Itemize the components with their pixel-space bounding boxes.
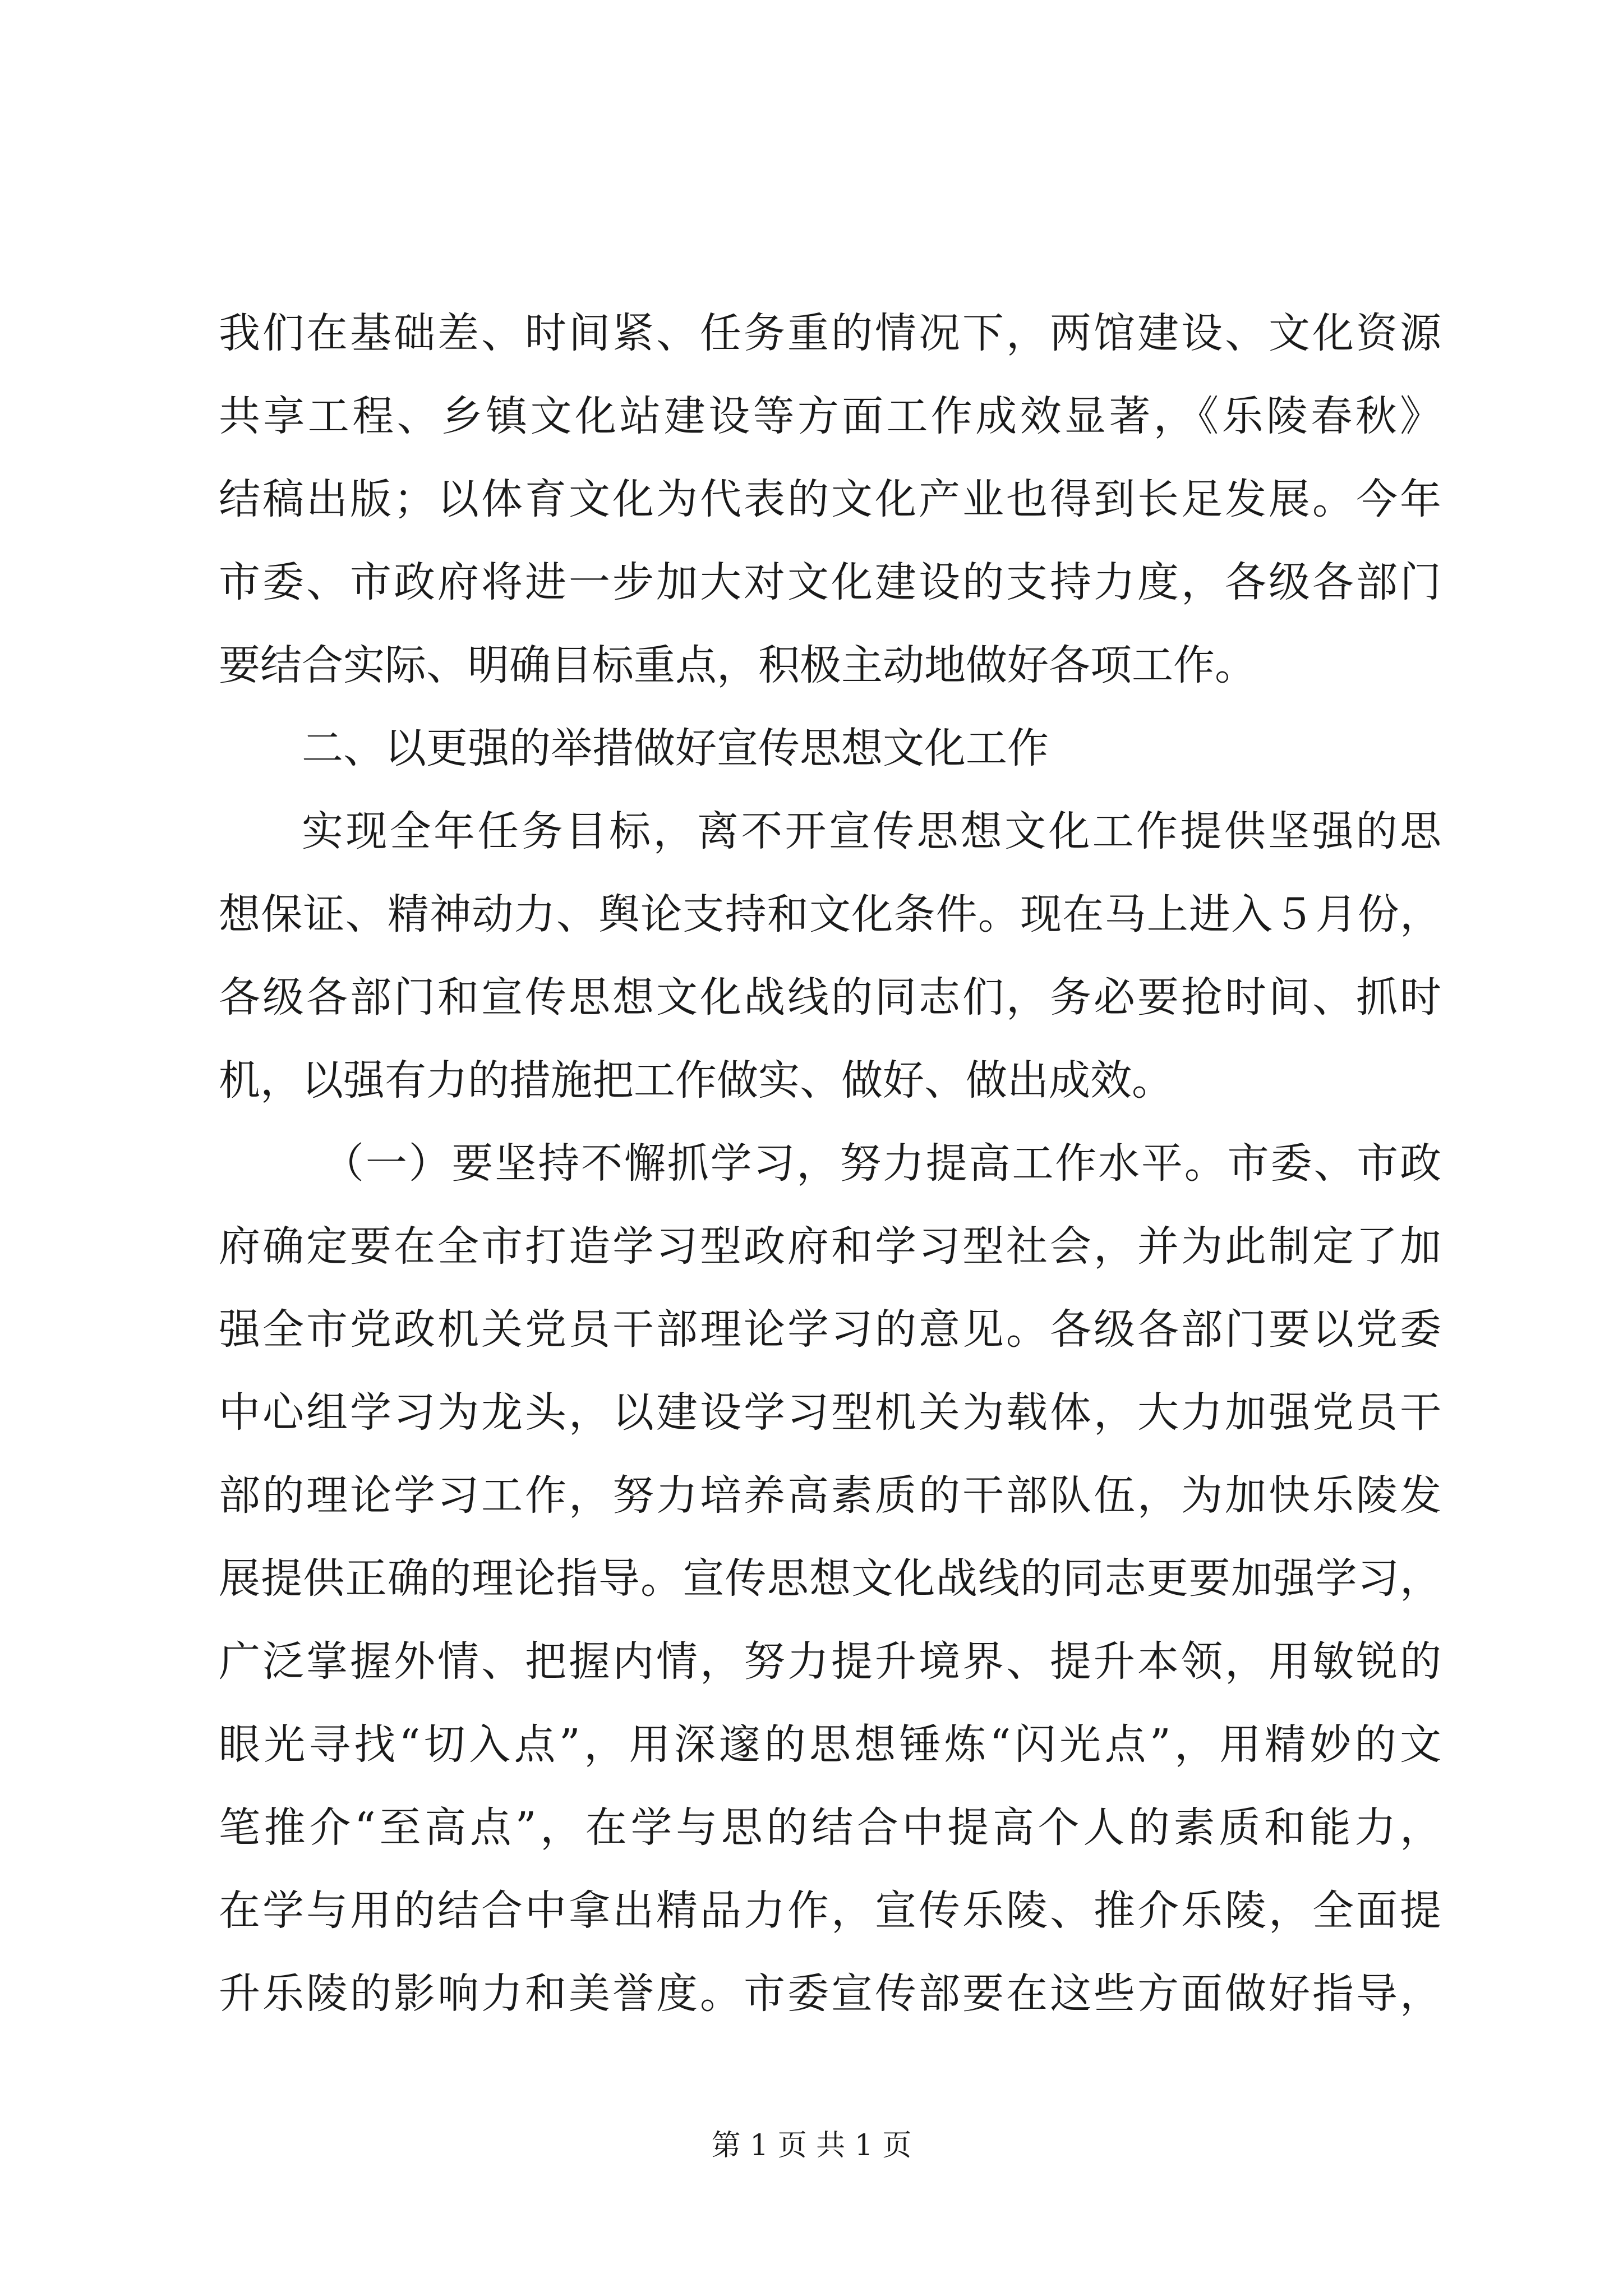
- text-line: （一）要坚持不懈抓学习，努力提高工作水平。市委、市政: [322, 1139, 1441, 1188]
- text-line: 实现全年任务目标，离不开宣传思想文化工作提供坚强的思: [302, 807, 1441, 855]
- page-footer: [0, 2126, 1623, 2165]
- text-line: 笔推介“至高点”，在学与思的结合中提高个人的素质和能力，: [219, 1803, 1441, 1852]
- section-heading: [219, 707, 1441, 790]
- text-line: 强全市党政机关党员干部理论学习的意见。各级各部门要以党委: [219, 1305, 1441, 1354]
- paragraph-1: [219, 292, 1441, 707]
- heading-line: 二、以更强的举措做好宣传思想文化工作: [302, 724, 1049, 772]
- text-line: 在学与用的结合中拿出精品力作，宣传乐陵、推介乐陵，全面提: [219, 1887, 1441, 1935]
- text-line: 我们在基础差、时间紧、任务重的情况下，两馆建设、文化资源: [219, 309, 1441, 357]
- text-line: 各级各部门和宣传思想文化战线的同志们，务必要抢时间、抓时: [219, 973, 1441, 1022]
- text-line: 升乐陵的影响力和美誉度。市委宣传部要在这些方面做好指导，: [219, 1970, 1441, 2018]
- text-line: 展提供正确的理论指导。宣传思想文化战线的同志更要加强学习，: [219, 1554, 1441, 1603]
- document-body: [219, 292, 1441, 2035]
- paragraph-3: [219, 1122, 1441, 2035]
- page-number: 第 1 页 共 1 页: [711, 2129, 912, 2162]
- text-line: 想保证、精神动力、舆论支持和文化条件。现在马上进入５月份，: [219, 890, 1441, 938]
- text-line: 中心组学习为龙头，以建设学习型机关为载体，大力加强党员干: [219, 1388, 1441, 1437]
- text-line: 结稿出版；以体育文化为代表的文化产业也得到长足发展。今年: [219, 475, 1441, 523]
- text-line: 广泛掌握外情、把握内情，努力提升境界、提升本领，用敏锐的: [219, 1637, 1441, 1686]
- text-line: 眼光寻找“切入点”，用深邃的思想锤炼“闪光点”，用精妙的文: [219, 1720, 1441, 1769]
- paragraph-2: [219, 790, 1441, 1122]
- text-line: 要结合实际、明确目标重点，积极主动地做好各项工作。: [219, 641, 1256, 689]
- text-line: 部的理论学习工作，努力培养高素质的干部队伍，为加快乐陵发: [219, 1471, 1441, 1520]
- text-line: 市委、市政府将进一步加大对文化建设的支持力度，各级各部门: [219, 558, 1441, 606]
- text-line: 府确定要在全市打造学习型政府和学习型社会，并为此制定了加: [219, 1222, 1441, 1271]
- text-line: 机，以强有力的措施把工作做实、做好、做出成效。: [219, 1056, 1173, 1105]
- text-line: 共享工程、乡镇文化站建设等方面工作成效显著，《乐陵春秋》: [219, 392, 1441, 440]
